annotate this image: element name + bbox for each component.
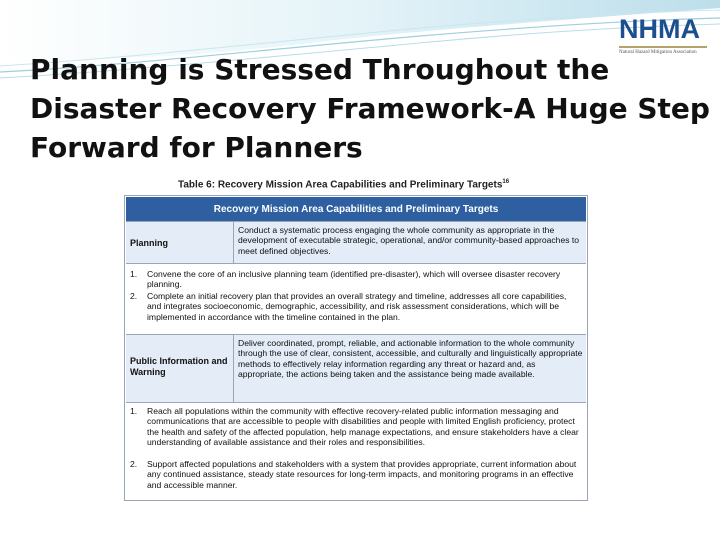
capability-description: Deliver coordinated, prompt, reliable, and actionable information to the whole community through the use of clear, consistent, accessible, and culturally and linguistically appropriate methods to effectively relay information regarding any threat or hazard and, as appropriate, the actions being taken and the assistance being made available. — [238, 338, 583, 379]
capability-row-planning — [126, 221, 586, 264]
slide-title-line: Disaster Recovery Framework-A Huge Step — [30, 92, 710, 125]
logo-rule — [619, 46, 707, 48]
list-item-text: Complete an initial recovery plan that provides an overall strategy and timeline, addresses all core capabilities, and integrates socioeconomic, demographic, accessibility, and risk assessment considerations, which will be implemented in accordance with the timeline contained in the plan. — [147, 291, 567, 322]
logo-subtitle: Natural Hazard Mitigation Association — [619, 50, 697, 55]
slide-title-line: Forward for Planners — [30, 131, 363, 164]
list-item-number: 1. — [130, 269, 138, 279]
list-item — [130, 291, 582, 322]
slide-title-line: Planning is Stressed Throughout the — [30, 53, 610, 86]
table-header: Recovery Mission Area Capabilities and Preliminary Targets — [126, 197, 586, 222]
column-divider — [233, 222, 234, 263]
list-item-text: Convene the core of an inclusive planning team (identified pre-disaster), which will oversee disaster recovery planning. — [147, 269, 561, 290]
logo-acronym: NHMA — [619, 14, 700, 44]
capabilities-table — [124, 195, 588, 501]
table-caption — [178, 179, 509, 190]
list-item — [130, 406, 582, 447]
target-list-planning — [126, 265, 586, 331]
capability-description: Conduct a systematic process engaging the whole community as appropriate in the development of executable strategic, operational, and/or community-based approaches to meet defined objectives. — [238, 225, 580, 256]
list-item — [130, 269, 582, 290]
list-item-text: Reach all populations within the community with effective recovery-related public information messaging and communications that are accessible to people with disabilities and people with limited English proficiency, protect the health and safety of the affected population, help manage expectations, and ensure stakeholders have a clear understanding of available assistance and their roles and responsibilities. — [147, 406, 579, 447]
table-caption-footnote: 16 — [502, 179, 510, 185]
list-item-number: 2. — [130, 291, 138, 301]
table-caption-text: Table 6: Recovery Mission Area Capabilities and Preliminary Targets — [178, 179, 503, 191]
capability-row-public-information — [126, 334, 586, 403]
target-list-public-information — [126, 403, 586, 499]
slide-title — [30, 50, 710, 167]
column-divider — [233, 335, 234, 402]
list-item-text: Support affected populations and stakeholders with a system that provides appropriate, current information about any continued assistance, steady state resources for long-term impacts, and monitoring programs in an effective and accessible manner. — [147, 459, 577, 490]
capability-name: Public Information and Warning — [130, 356, 228, 377]
list-item-number: 1. — [130, 406, 138, 416]
list-item-number: 2. — [130, 459, 138, 469]
capability-name: Planning — [130, 238, 168, 248]
list-item — [130, 459, 582, 490]
